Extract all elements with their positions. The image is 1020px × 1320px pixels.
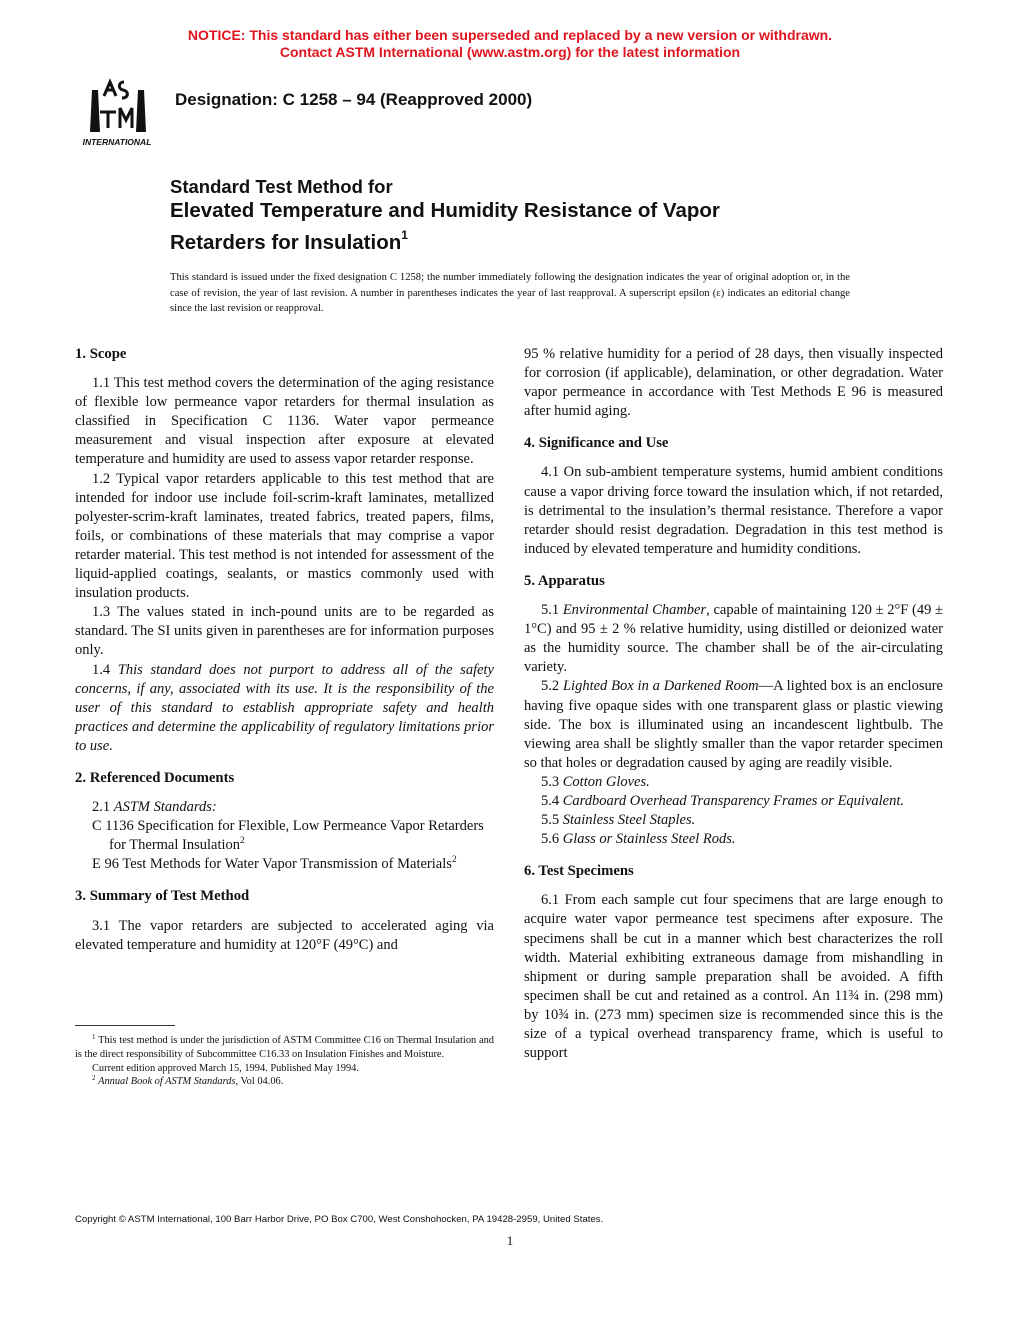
copyright-line: Copyright © ASTM International, 100 Barr Harbor Drive, PO Box C700, West Conshohocken, PA 19428-2959, United States. — [75, 1214, 604, 1225]
para-5-1 — [524, 601, 943, 677]
notice-line-2: Contact ASTM International (www.astm.org) for the latest information — [279, 44, 741, 60]
reference-e96 — [92, 855, 494, 874]
para-5-4-text: Cardboard Overhead Transparency Frames or Equivalent. — [562, 792, 905, 809]
para-5-5-number: 5.5 — [541, 812, 563, 829]
footnote-2-mark: 2 — [92, 1074, 96, 1083]
footnote-1-edition: Current edition approved March 15, 1994. Published May 1994. — [92, 1062, 359, 1074]
footnote-1-mark: 1 — [92, 1033, 96, 1041]
para-3-1-part-a: 3.1 The vapor retarders are subjected to accelerated aging via elevated temperature and humidity at 120°F (49°C) and — [75, 917, 494, 953]
para-5-2-term: Lighted Box in a Darkened Room — [562, 678, 759, 695]
para-3-1-part-b: 95 % relative humidity for a period of 28 days, then visually inspected for corrosion (if applicable), delamination, or other degradation. Water vapor permeance in accordance with Test Methods E 96 is measured after humid aging. — [524, 346, 943, 420]
para-5-6 — [524, 830, 943, 849]
title-footnote-ref: 1 — [401, 228, 408, 242]
footnote-2 — [75, 1075, 494, 1089]
para-5-6-number: 5.6 — [541, 831, 563, 848]
footnote-2-text: , Vol 04.06. — [235, 1076, 284, 1088]
reference-c1136-footnote: 2 — [240, 836, 245, 847]
reference-e96-footnote: 2 — [451, 855, 457, 866]
para-2-1 — [75, 798, 494, 817]
para-5-1-text: , capable of maintaining 120 ± 2°F (49 ± 1°C) and 95 ± 2 % relative humidity, using distilled or deionized water as the humidity source. The chamber shall be of the air-circulating variety. — [524, 602, 944, 676]
title-line-2: Elevated Temperature and Humidity Resistance of Vapor — [170, 199, 720, 222]
logo-caption: INTERNATIONAL — [82, 137, 152, 147]
section-3-heading: 3. Summary of Test Method — [75, 888, 250, 905]
para-5-6-text: Glass or Stainless Steel Rods. — [562, 831, 736, 848]
withdrawal-notice — [0, 27, 1020, 61]
para-1-1: 1.1 This test method covers the determination of the aging resistance of flexible low permeance vapor retarders for thermal insulation as classified in Specification C 1136. Water vapor permeance measurement and visual inspection after exposure at elevated temperature and humidity are used to assess vapor retarder response. — [75, 375, 494, 468]
issuance-statement: This standard is issued under the fixed designation C 1258; the number immediately following the designation indicates the year of original adoption or, in the case of revision, the year of last revision. A number in parentheses indicates the year of last reapproval. A superscript epsilon (ε) indicates an editorial change since the last revision or reapproval. — [170, 272, 850, 314]
title-line-3: Retarders for Insulation — [170, 231, 402, 254]
para-5-3 — [524, 773, 943, 792]
para-1-4 — [75, 661, 494, 756]
footnote-1 — [75, 1034, 494, 1062]
para-5-3-number: 5.3 — [541, 773, 563, 790]
astm-logo-icon — [76, 76, 158, 148]
notice-line-1: NOTICE: This standard has either been superseded and replaced by a new version or withdrawn. — [187, 27, 833, 43]
para-1-2: 1.2 Typical vapor retarders applicable to this test method that are intended for indoor use include foil-scrim-kraft laminates, metallized polyester-scrim-kraft laminates, treated fabrics, treated papers, films, foils, or combinations of these materials that may comprise a vapor retarder material. This test method is not intended for assessment of the liquid-applied coatings, sealants, or mastics commonly used with insulation products. — [75, 470, 494, 602]
para-4-1: 4.1 On sub-ambient temperature systems, humid ambient conditions cause a vapor driving force toward the insulation which, if not retarded, is detrimental to the insulation’s thermal resistance. Therefore a vapor retarder should resist degradation. Degradation in this test method is induced by elevated temperature and humidity conditions. — [524, 464, 943, 557]
reference-c1136-text: C 1136 Specification for Flexible, Low Permeance Vapor Retarders for Thermal Insulation — [92, 818, 484, 854]
para-1-4-text: This standard does not purport to address all of the safety concerns, if any, associated with its use. It is the responsibility of the user of this standard to establish appropriate safety and health practices and determine the applicability of regulatory limitations prior to use. — [75, 661, 494, 754]
para-2-1-number: 2.1 — [92, 799, 114, 816]
para-6-1: 6.1 From each sample cut four specimens that are large enough to acquire water vapor permeance test specimens after exposure. The specimens shall be cut in a manner which best characterizes the roll width. Material exhibiting extraneous damage from mishandling in shipment or during sample preparation shall be avoided. A fifth specimen shall be cut and retained as a control. An 11¾ in. (298 mm) by 10¾ in. (273 mm) specimen size is recommended since this is the size of a typical overhead transparency frame, which is useful to support — [524, 892, 943, 1062]
section-2-heading: 2. Referenced Documents — [75, 769, 235, 786]
astm-logo — [76, 76, 158, 148]
footnote-2-title: Annual Book of ASTM Standards — [98, 1076, 236, 1088]
section-1-heading: 1. Scope — [75, 346, 127, 362]
section-4-heading: 4. Significance and Use — [524, 435, 669, 452]
title-line-1: Standard Test Method for — [170, 176, 393, 197]
para-1-4-number: 1.4 — [92, 661, 118, 678]
footnote-divider — [75, 1025, 175, 1026]
footnotes — [75, 1034, 494, 1089]
para-1-3: 1.3 The values stated in inch-pound units are to be regarded as standard. The SI units given in parentheses are for information purposes only. — [75, 604, 494, 659]
title-main — [170, 198, 870, 255]
para-5-1-term: Environmental Chamber — [562, 602, 707, 619]
para-5-2-number: 5.2 — [541, 678, 563, 695]
para-5-3-text: Cotton Gloves. — [562, 773, 650, 790]
reference-c1136 — [92, 817, 494, 855]
para-5-5-text: Stainless Steel Staples. — [562, 812, 696, 829]
para-5-5 — [524, 811, 943, 830]
para-5-2 — [524, 677, 943, 772]
para-5-4 — [524, 792, 943, 811]
para-5-1-number: 5.1 — [541, 602, 563, 619]
para-5-2-text: —A lighted box is an enclosure having five opaque sides with one transparent glass or plastic viewing side. The box is illuminated using an incandescent lightbulb. The viewing area shall be slightly smaller than the vapor retarder specimen so that holes or degradation caused by aging are readily visible. — [524, 678, 943, 771]
left-column — [75, 345, 494, 955]
section-5-heading: 5. Apparatus — [524, 572, 605, 589]
para-5-4-number: 5.4 — [541, 792, 563, 809]
section-6-heading: 6. Test Specimens — [524, 863, 634, 880]
page-number: 1 — [506, 1233, 514, 1248]
designation: Designation: C 1258 – 94 (Reapproved 2000) — [175, 90, 533, 109]
reference-e96-text: E 96 Test Methods for Water Vapor Transmission of Materials — [92, 856, 452, 873]
footnote-1-text: This test method is under the jurisdiction of ASTM Committee C16 on Thermal Insulation and is the direct responsibility of Subcommittee C16.33 on Insulation Finishes and Moisture. — [75, 1035, 494, 1060]
document-title — [170, 176, 870, 255]
para-2-1-text: ASTM Standards: — [113, 799, 217, 816]
right-column — [524, 345, 943, 1063]
